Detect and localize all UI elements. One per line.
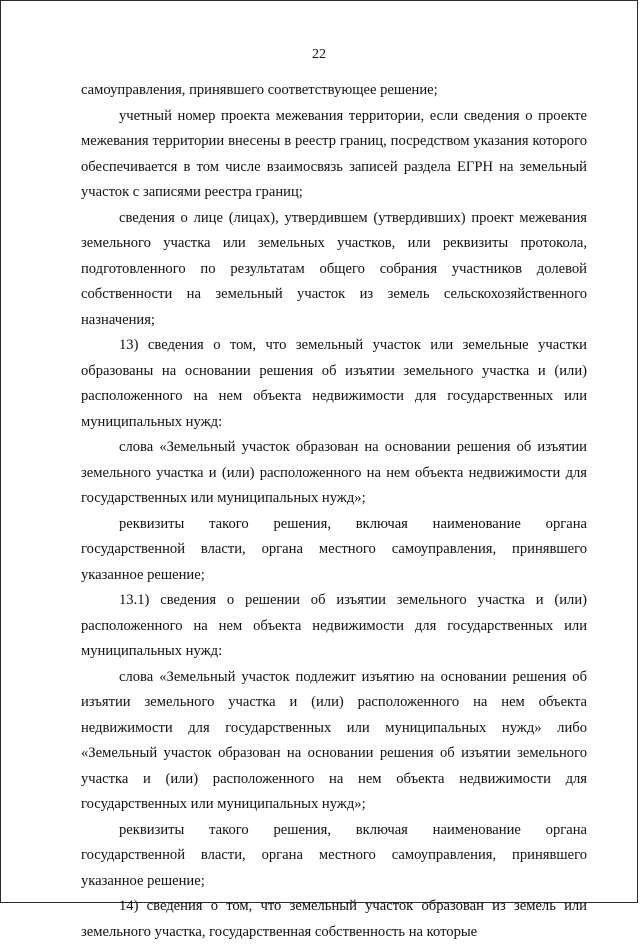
paragraph-item-13: 13) сведения о том, что земельный участок или земельные участки образованы на основании решения об изъятии земельного участка и (или) расположенного на нем объекта недвижимости для государственных или муниципальных нужд: [81, 337, 587, 430]
paragraph-item-13-1-requisites: реквизиты такого решения, включая наименование органа государственной власти, органа местного самоуправления, принявшего указанное решение; [81, 821, 587, 889]
paragraph-approver-info: сведения о лице (лицах), утвердившем (утвердивших) проект межевания земельного участка или земельных участков, или реквизиты протокола, подготовленного по результатам общего собрания участников долевой собственности на земельный участок из земель сельскохозяйственного назначения; [81, 209, 587, 328]
paragraph-item-14: 14) сведения о том, что земельный участок образован из земель или земельного участка, государственная собственность на которые [81, 898, 587, 940]
page-body [81, 78, 587, 945]
page-number: 22 [312, 47, 326, 62]
paragraph-item-13-requisites: реквизиты такого решения, включая наименование органа государственной власти, органа местного самоуправления, принявшего указанное решение; [81, 515, 587, 583]
paragraph-item-13-words: слова «Земельный участок образован на основании решения об изъятии земельного участка и (или) расположенного на нем объекта недвижимости для государственных или муниципальных нужд»; [81, 439, 587, 506]
paragraph-continuation: самоуправления, принявшего соответствующее решение; [81, 82, 438, 98]
paragraph-item-13-1-words: слова «Земельный участок подлежит изъятию на основании решения об изъятии земельного участка и (или) расположенного на нем объекта недвижимости для государственных или муниципальных нужд» либо «Земельный участок образован на основании решения об изъятии земельного участка и (или) расположенного на нем объекта недвижимости для государственных или муниципальных нужд»; [81, 668, 587, 812]
paragraph-item-13-1: 13.1) сведения о решении об изъятии земельного участка и (или) расположенного на нем объекта недвижимости для государственных или муниципальных нужд: [81, 592, 587, 659]
paragraph-project-number: учетный номер проекта межевания территории, если сведения о проекте межевания территории внесены в реестр границ, посредством указания которого обеспечивается в том числе взаимосвязь записей раздела ЕГРН на земельный участок с записями реестра границ; [81, 107, 587, 200]
